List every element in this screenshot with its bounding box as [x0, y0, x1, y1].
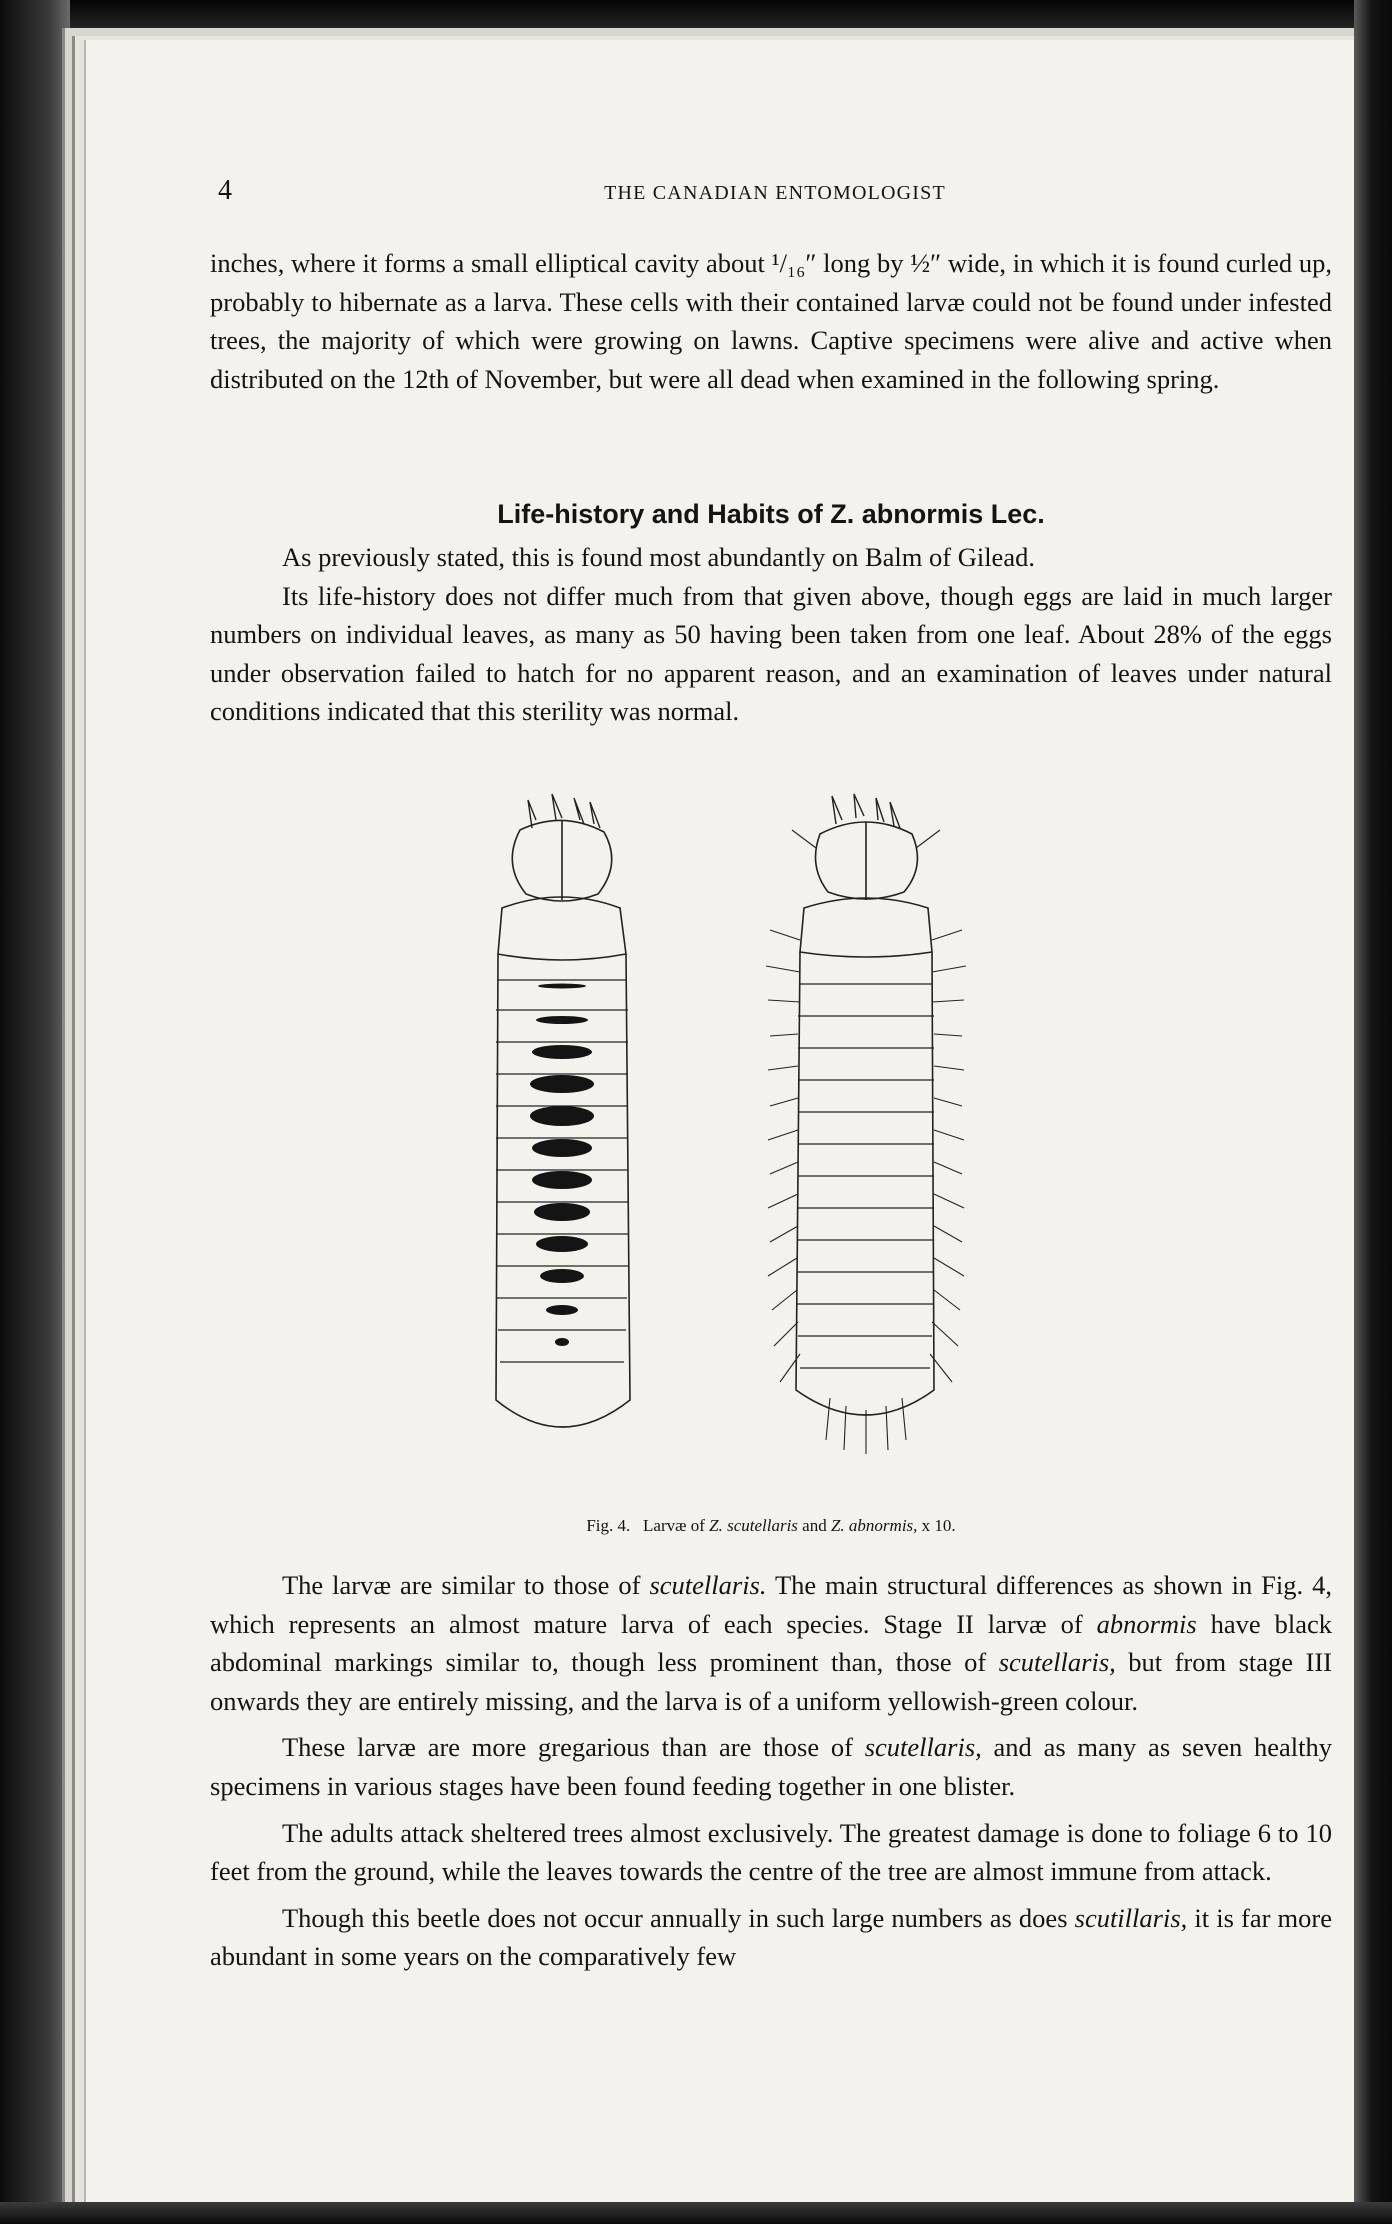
figure-caption [210, 1514, 1332, 1538]
paragraph-life-history: Its life-history does not differ much from that given above, though eggs are laid in much larger numbers on individual leaves, as many as 50 having been taken from one leaf. About 28% of the eggs under observation failed to hatch for no apparent reason, and an examination of leaves under natural conditions indicated that this sterility was normal. [210, 580, 1332, 727]
larvae-illustration [470, 790, 1090, 1510]
text-run: it is far more abundant in some years on the comparatively few [210, 1902, 1332, 1972]
scan-border-bottom [0, 2202, 1392, 2224]
intro-paragraph: inches, where it forms a small elliptical cavity about ¹/₁₆″ long by ½″ wide, in which it is found curled up, probably to hibernate as a larva. These cells with their contained larvæ could not be found under infested trees, the majority of which were growing on lawns. Captive specimens were alive and active when distributed on the 12th of November, but were all dead when examined in the following spring. [210, 248, 1332, 394]
intro-block [210, 244, 1332, 398]
scan-border-left [0, 0, 70, 2224]
section-heading: Life-history and Habits of Z. abnormis Lec. [497, 499, 1045, 529]
running-head: THE CANADIAN ENTOMOLOGIST [604, 182, 946, 204]
paragraph-adults: The adults attack sheltered trees almost exclusively. The greatest damage is done to foliage 6 to 10 feet from the ground, while the leaves towards the centre of the tree are almost immune from attack. [210, 1817, 1332, 1887]
text-run: The main structural differences as shown in Fig. 4, which represents an almost mature larva of each species. Stage II larvæ of [210, 1570, 1332, 1639]
species-name: scutellaris, [998, 1647, 1116, 1678]
species-name: abnormis [1096, 1608, 1197, 1639]
caption-magnification: x 10. [921, 1516, 956, 1535]
paragraph-abundance [210, 1899, 1332, 1976]
text-run: but from stage III onwards they are entirely missing, and the larva is of a uniform yellowish-green colour. [210, 1647, 1332, 1716]
paragraph-larvae-comparison [210, 1566, 1332, 1720]
text-run: The larvæ are similar to those of [282, 1570, 650, 1600]
text-run: Though this beetle does not occur annually in such large numbers as does [282, 1902, 1075, 1933]
page-header [218, 176, 1332, 206]
text-run: have black abdominal markings similar to, though less prominent than, those of [210, 1608, 1332, 1678]
caption-species-scutellaris: Z. scutellaris [709, 1516, 798, 1535]
paragraph-gregarious [210, 1728, 1332, 1805]
caption-label: Fig. 4. [586, 1516, 631, 1535]
species-name: scutellaris, [864, 1732, 982, 1763]
text-run: and as many as seven healthy specimens in various stages have been found feeding together in one blister. [210, 1732, 1333, 1801]
figure-larvae [470, 790, 1090, 1510]
species-name: scutillaris, [1074, 1902, 1188, 1933]
caption-species-abnormis: Z. abnormis, [830, 1516, 918, 1535]
section-body [210, 538, 1332, 731]
species-name: scutellaris. [649, 1570, 767, 1600]
larva-abnormis [766, 794, 966, 1454]
caption-text: Larvæ of [643, 1516, 705, 1535]
caption-and: and [802, 1516, 827, 1535]
scan-border-right [1354, 0, 1392, 2224]
paragraph-balm: As previously stated, this is found most abundantly on Balm of Gilead. [282, 542, 1035, 572]
lower-body [210, 1566, 1332, 1976]
page-number: 4 [218, 175, 232, 206]
text-run: These larvæ are more gregarious than are those of [282, 1732, 865, 1763]
dorsal-markings [530, 984, 594, 1347]
